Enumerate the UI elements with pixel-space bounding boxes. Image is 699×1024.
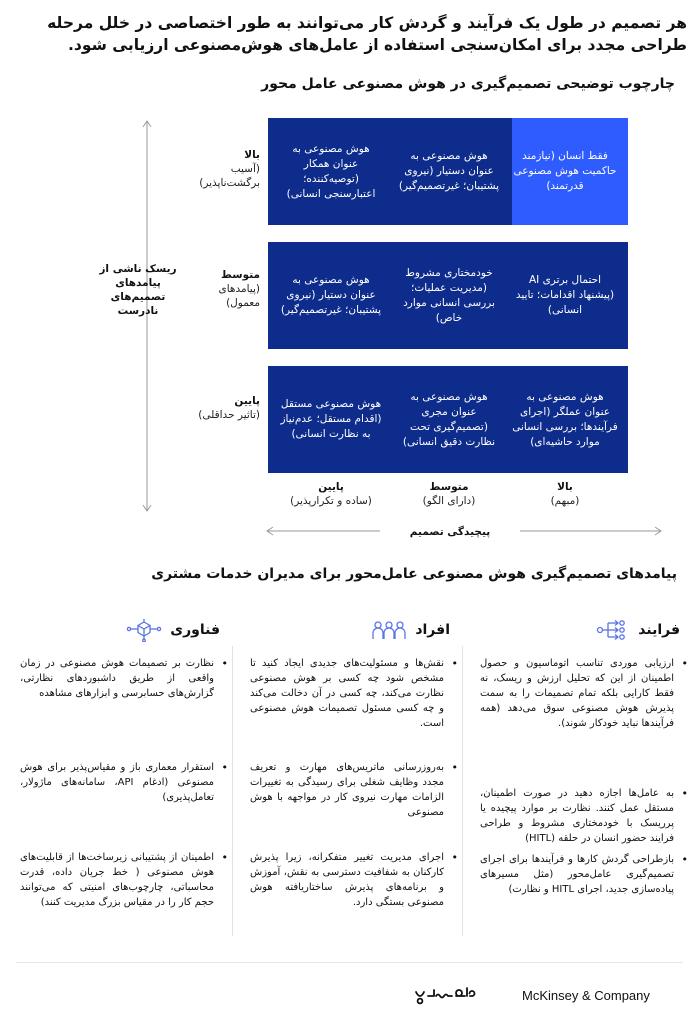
cell-high-risk-high-complexity: فقط انسان (نیازمند حاکمیت هوش مصنوعی قدرتمند): [502, 118, 628, 225]
column-head-people: [250, 618, 450, 642]
cell-high-risk-low-complexity: هوش مصنوعی به عنوان همکار (توصیه‌کننده؛ اعتبارسنجی انسانی): [268, 118, 394, 225]
cell-medium-risk-high-complexity: احتمال برتری AI (پیشنهاد اقدامات؛ تایید انسانی): [502, 242, 628, 349]
process-icon: [596, 619, 630, 641]
footer-divider: [16, 962, 683, 963]
process-bullet: • ارزیابی موردی تناسب اتوماسیون و حصول اطمینان از این که تحلیل ارزش و ریسک، نه فقط کارایی بلکه تمام تصمیمات را به سمت پذیرش هوش مصنوعی سوق می‌دهد (همه فرآیندها نباید خودکار شوند).: [480, 656, 674, 731]
process-bullet: • بازطراحی گردش کارها و فرآیندها برای اجرای تصمیم‌گیری عامل‌محور (مثل مسیرهای پیاده‌سازی جدید، اجرای HITL و نظارت): [480, 852, 674, 897]
process-bullet: • به عامل‌ها اجازه دهید در صورت اطمینان، مستقل عمل کنند. نظارت بر موارد پیچیده یا پرریسک با خودمختاری مشروط و طراحی فرایند حضور انسان در حلقه (HITL): [480, 786, 674, 846]
hooshio-logo: [412, 982, 476, 1008]
column-divider: [462, 646, 463, 936]
people-bullet: • اجرای مدیریت تغییر متفکرانه، زیرا پذیرش کارکنان به شفافیت دسترسی به نقش، آموزش و برنامه‌های پذیرش ساختاریافته هوش مصنوعی بستگی دارد.: [250, 850, 444, 910]
row-desc: (آسیب برگشت‌ناپذیر): [199, 163, 260, 189]
col-level: پایین: [318, 481, 344, 493]
column-title: افراد: [415, 622, 450, 638]
col-level: بالا: [557, 481, 573, 493]
column-title: فرایند: [638, 622, 680, 638]
implications-title: پیامدهای تصمیم‌گیری هوش مصنوعی عامل‌محور برای مدیران خدمات مشتری: [151, 566, 677, 582]
mckinsey-brand: McKinsey & Company: [522, 988, 650, 1003]
col-desc: (دارای الگو): [422, 495, 476, 507]
cell-low-risk-medium-complexity: هوش مصنوعی به عنوان مجری (تصمیم‌گیری تحت نظارت دقیق انسانی): [386, 366, 512, 473]
row-level: پایین: [234, 395, 260, 407]
row-label-high: [184, 148, 260, 190]
cell-medium-risk-medium-complexity: خودمختاری مشروط (مدیریت عملیات؛ بررسی انسانی موارد خاص): [386, 242, 512, 349]
row-label-low: [184, 394, 260, 422]
column-title: فناوری: [170, 622, 220, 638]
row-label-medium: [184, 268, 260, 310]
col-label-high: [502, 480, 628, 508]
col-label-medium: [386, 480, 512, 508]
col-label-low: [268, 480, 394, 508]
technology-bullet: • اطمینان از پشتیبانی زیرساخت‌ها از قابلیت‌های هوش مصنوعی ( خط جریان داده، قدرت محاسباتی، چارچوب‌های امنیتی که می‌توانند حجم کار را در مقیاس بزرگ مدیریت کنند): [20, 850, 214, 910]
cell-low-risk-low-complexity: هوش مصنوعی مستقل (اقدام مستقل؛ عدم‌نیاز به نظارت انسانی): [268, 366, 394, 473]
cell-low-risk-high-complexity: هوش مصنوعی به عنوان عملگر (اجرای فرآیندها؛ بررسی انسانی موارد حاشیه‌ای): [502, 366, 628, 473]
people-icon: [371, 619, 407, 641]
technology-bullet: • استقرار معماری باز و مقیاس‌پذیر برای هوش مصنوعی (ادغام API، سامانه‌های ماژولار، تعامل‌پذیری): [20, 760, 214, 805]
cell-high-risk-medium-complexity: هوش مصنوعی به عنوان دستیار (نیروی پشتیبان؛ غیرتصمیم‌گیر): [386, 118, 512, 225]
headline: هر تصمیم در طول یک فرآیند و گردش کار می‌توانند به طور اختصاصی در خلل مرحله طراحی مجدد برای امکان‌سنجی استفاده از عامل‌های هوش‌مصنوعی ارزیابی شود.: [47, 14, 687, 54]
technology-icon: [126, 618, 162, 642]
row-desc: (پیامدهای معمول): [218, 283, 260, 309]
x-axis-title: پیچیدگی تصمیم: [380, 526, 520, 538]
column-head-process: [480, 618, 680, 642]
col-desc: (مبهم): [550, 495, 580, 507]
matrix-title: چارچوب توضیحی تصمیم‌گیری در هوش مصنوعی عامل محور: [261, 76, 675, 92]
people-bullet: • به‌روزرسانی ماتریس‌های مهارت و تعریف مجدد وظایف شغلی برای رسیدگی به تغییرات الزامات مهارت نیروی کار در مواجهه با هوش مصنوعی: [250, 760, 444, 820]
row-level: بالا: [244, 149, 260, 161]
column-divider: [232, 646, 233, 936]
cell-medium-risk-low-complexity: هوش مصنوعی به عنوان دستیار (نیروی پشتیبان؛ غیرتصمیم‌گیر): [268, 242, 394, 349]
people-bullet: • نقش‌ها و مسئولیت‌های جدیدی ایجاد کنید تا مشخص شود چه کسی بر هوش مصنوعی نظارت می‌کند، چه کسی در آن دخالت می‌کند و چه کسی مسئول تصمیمات هوش مصنوعی است.: [250, 656, 444, 731]
col-level: متوسط: [429, 481, 469, 493]
row-level: متوسط: [221, 269, 260, 281]
technology-bullet: • نظارت بر تصمیمات هوش مصنوعی در زمان واقعی از طریق داشبوردهای نظارتی، گزارش‌های حسابرسی و ابزارهای مشاهده: [20, 656, 214, 701]
column-head-technology: [20, 618, 220, 642]
row-desc: (تاثیر حداقلی): [198, 409, 260, 421]
y-axis-title: ریسک ناشی از پیامدهای تصمیم‌های نادرست: [99, 263, 177, 317]
col-desc: (ساده و تکرارپذیر): [290, 495, 372, 507]
